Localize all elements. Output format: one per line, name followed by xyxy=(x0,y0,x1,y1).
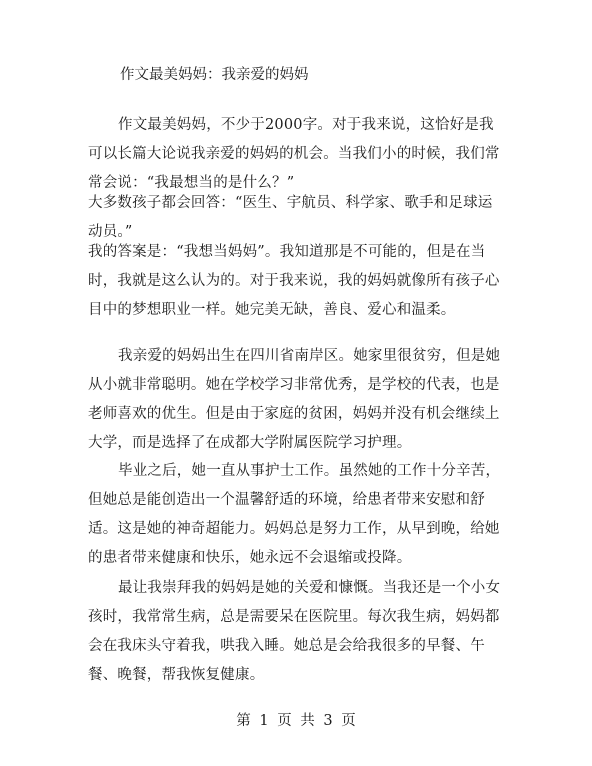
page-number-footer: 第 1 页 共 3 页 xyxy=(236,713,356,729)
paragraph-children-answer: 大多数孩子都会回答：“医生、宇航员、科学家、歌手和足球运动员。” xyxy=(88,195,493,240)
paragraph-care-generosity: 最让我崇拜我的妈妈是她的关爱和慷慨。当我还是一个小女孩时，我常常生病，总是需要呆在医院里。每次我生病，妈妈都会在我床头守着我，哄我入睡。她总是会给我很多的早餐、午餐、晚餐，帮我恢复健康。 xyxy=(88,580,501,683)
paragraph-intro: 作文最美妈妈，不少于2000字。对于我来说，这恰好是我可以长篇大论说我亲爱的妈妈的机会。当我们小的时候，我们常常会说：“我最想当的是什么？” xyxy=(88,117,500,191)
paragraph-nurse-work: 毕业之后，她一直从事护士工作。虽然她的工作十分辛苦，但她总是能创造出一个温馨舒适的环境，给患者带来安慰和舒适。这是她的神奇超能力。妈妈总是努力工作，从早到晚，给她的患者带来健康和快乐，她永远不会退缩或投降。 xyxy=(88,463,501,566)
document-title: 作文最美妈妈：我亲爱的妈妈 xyxy=(120,67,309,83)
paragraph-mother-birth: 我亲爱的妈妈出生在四川省南岸区。她家里很贫穷，但是她从小就非常聪明。她在学校学习非常优秀，是学校的代表，也是老师喜欢的优生。但是由于家庭的贫困，妈妈并没有机会继续上大学，而是选择了在成都大学附属医院学习护理。 xyxy=(88,348,501,451)
paragraph-my-answer: 我的答案是：“我想当妈妈”。我知道那是不可能的，但是在当时，我就是这么认为的。对于我来说，我的妈妈就像所有孩子心目中的梦想职业一样。她完美无缺，善良、爱心和温柔。 xyxy=(88,244,500,318)
